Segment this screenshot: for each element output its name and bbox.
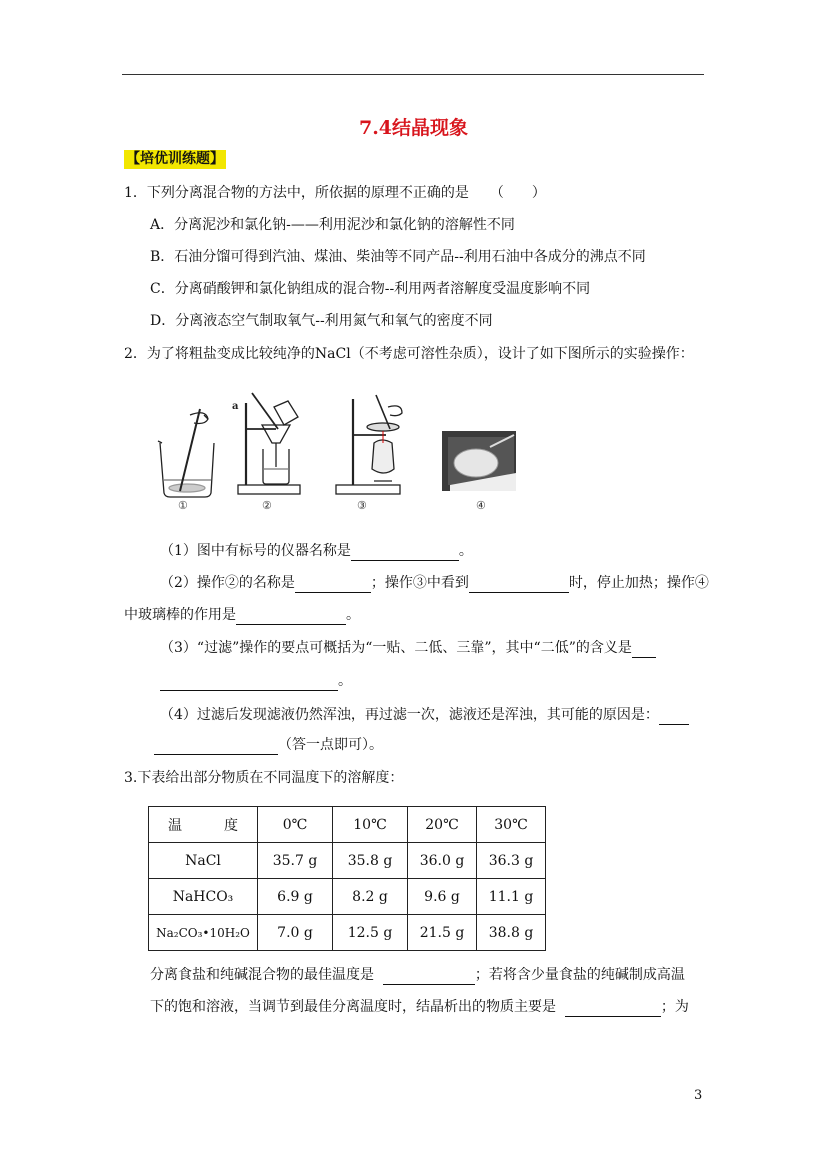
section-tag: 【培优训练题】 [126,151,224,167]
header-rule [122,74,704,75]
table-cell: 11.1 g [477,879,546,915]
q1-option-c: C．分离硝酸钾和氯化钠组成的混合物--利用两者溶解度受温度影响不同 [150,281,591,297]
answer-blank[interactable] [659,708,689,725]
table-cell: 12.5 g [333,915,408,951]
table-cell: 35.8 g [333,843,408,879]
svg-text:a: a [232,401,239,412]
page-title: 7.4结晶现象 [358,117,469,139]
fig-number-4: ④ [476,499,486,512]
answer-blank[interactable] [160,674,338,691]
experiment-figures [150,385,520,515]
table-cell: 35.7 g [258,843,333,879]
table-cell: 36.3 g [477,843,546,879]
q2-part4: （4）过滤后发现滤液仍然浑浊，再过滤一次，滤液还是浑浊，其可能的原因是： [160,705,689,725]
q1-option-b: B．石油分馏可得到汽油、煤油、柴油等不同产品--利用石油中各成分的沸点不同 [150,249,646,265]
substance-name: NaHCO₃ [149,879,258,915]
substance-name: Na₂CO₃•10H₂O [149,915,258,951]
table-header-row [149,807,546,843]
q1-option-a: A．分离泥沙和氯化钠-——利用泥沙和氯化钠的溶解性不同 [150,217,515,233]
table-cell: 36.0 g [408,843,477,879]
evaporating-dish-photo [442,431,516,491]
q2-part2-cont: 中玻璃棒的作用是 。 [124,607,360,623]
table-cell: 9.6 g [408,879,477,915]
table-row [149,915,546,951]
table-header-cell: 10℃ [333,807,408,843]
fig-number-3: ③ [357,499,367,512]
q1-stem: 1．下列分离混合物的方法中，所依据的原理不正确的是 （ ） [124,185,546,201]
table-header-cell: 0℃ [258,807,333,843]
table-header-cell: 温 度 [149,807,258,843]
q2-part1: （1）图中有标号的仪器名称是 。 [160,543,473,559]
answer-blank[interactable] [469,576,569,593]
table-cell: 7.0 g [258,915,333,951]
evaporation-figure [336,395,402,494]
table-cell: 8.2 g [333,879,408,915]
q2-part2: （2）操作②的名称是 ；操作③中看到 时，停止加热；操作④ [160,575,709,591]
beaker-stirring-figure [158,409,214,497]
answer-blank[interactable] [383,968,475,985]
solubility-table [148,806,546,951]
q2-part3: （3）“过滤”操作的要点可概括为“一贴、二低、三靠”，其中“二低”的含义是 [160,638,656,658]
table-header-cell: 30℃ [477,807,546,843]
fig-number-1: ① [178,499,188,512]
table-row [149,879,546,915]
q3-after-1: 分离食盐和纯碱混合物的最佳温度是 ；若将含少量食盐的纯碱制成高温 [150,967,685,983]
q3-after-2: 下的饱和溶液，当调节到最佳分离温度时，结晶析出的物质主要是 ；为 [150,999,689,1015]
substance-name: NaCl [149,843,258,879]
q3-stem: 3.下表给出部分物质在不同温度下的溶解度： [124,770,404,786]
answer-blank[interactable] [565,1000,661,1017]
filtration-figure [232,393,300,494]
q2-stem: 2．为了将粗盐变成比较纯净的NaCl（不考虑可溶性杂质），设计了如下图所示的实验操作： [124,346,694,362]
fig-number-2: ② [262,499,272,512]
table-cell: 21.5 g [408,915,477,951]
page-number: 3 [694,1088,703,1103]
table-cell: 6.9 g [258,879,333,915]
apparatus-illustration [150,385,520,515]
table-header-cell: 20℃ [408,807,477,843]
answer-blank[interactable] [295,576,371,593]
answer-blank[interactable] [154,738,278,755]
q2-part3-cont: 。 [160,671,352,691]
answer-blank[interactable] [236,608,346,625]
table-cell: 38.8 g [477,915,546,951]
q2-part4-cont: （答一点即可）。 [154,735,383,755]
answer-blank[interactable] [632,641,656,658]
q1-option-d: D．分离液态空气制取氧气--利用氮气和氧气的密度不同 [150,313,493,329]
table-row [149,843,546,879]
answer-blank[interactable] [351,544,459,561]
